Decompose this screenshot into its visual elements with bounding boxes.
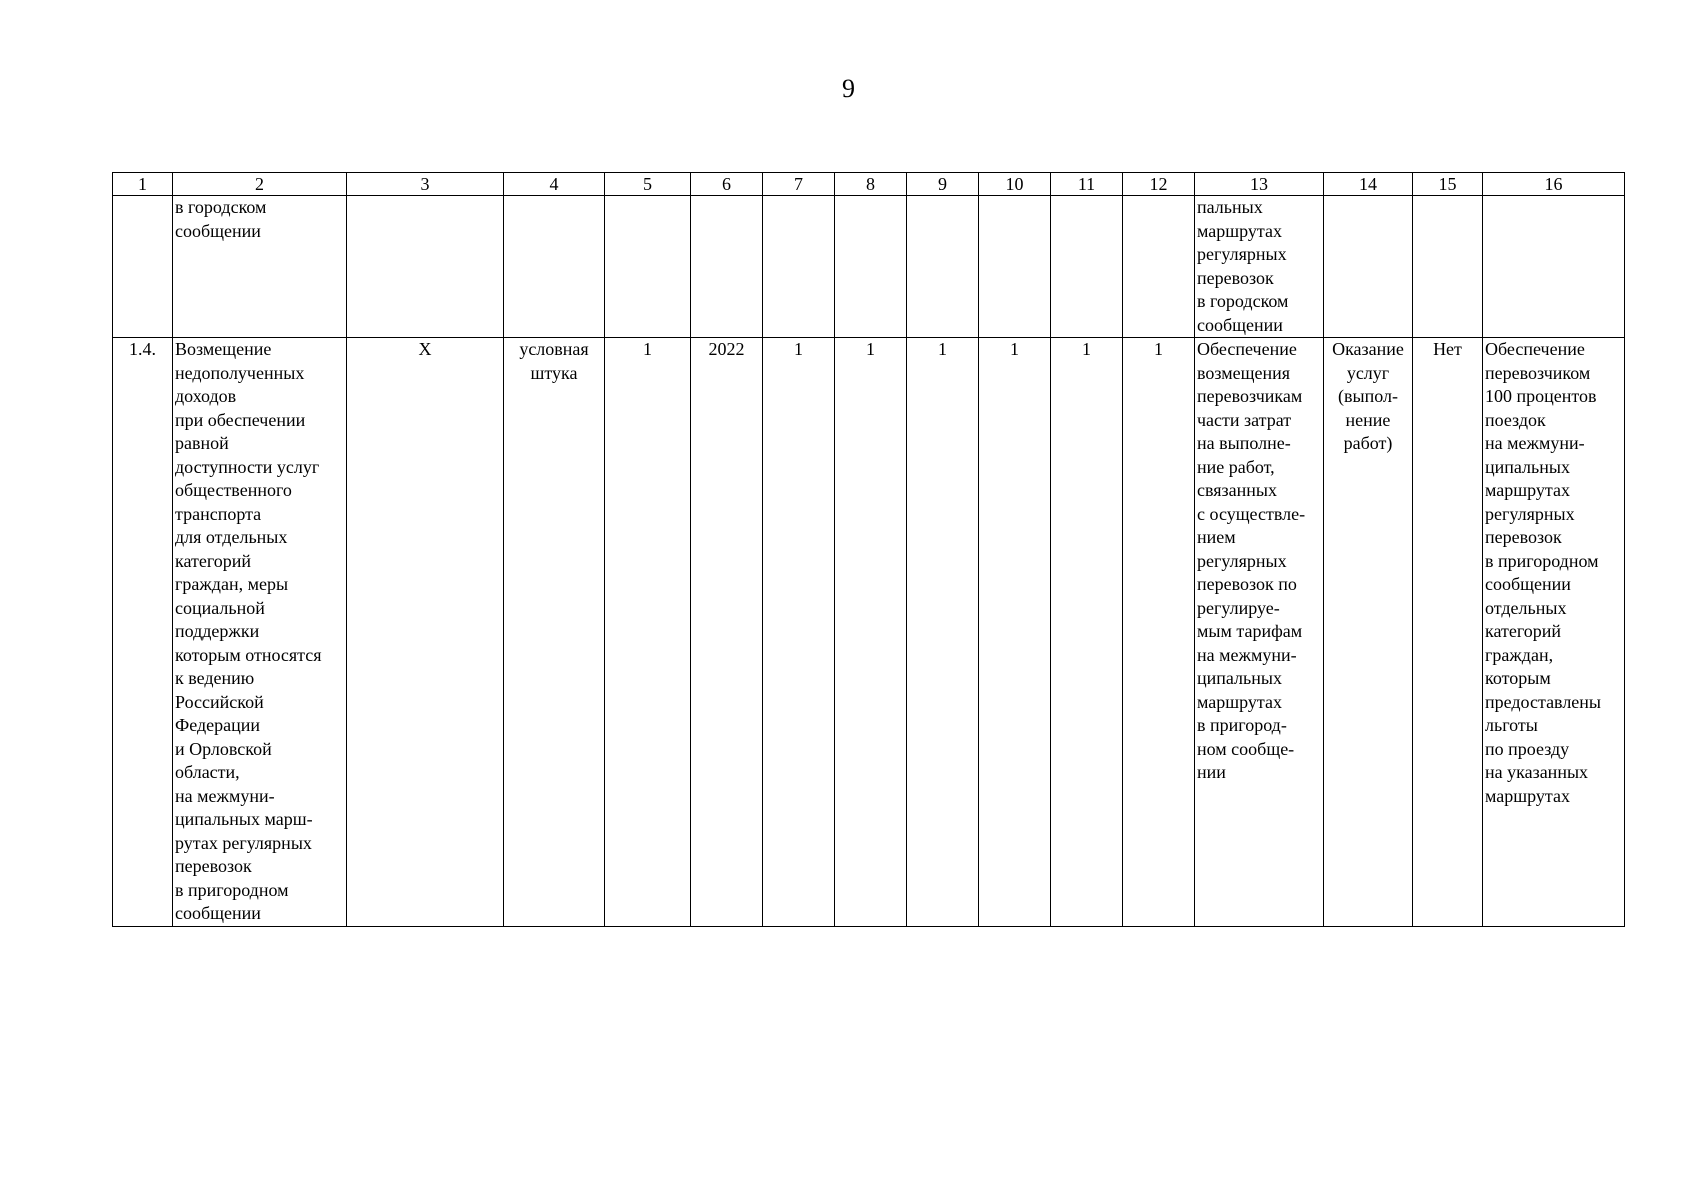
column-number-7: 7 xyxy=(763,173,835,196)
table-cell-col-2 xyxy=(173,196,347,338)
table-cell-col-3 xyxy=(347,338,504,927)
table-cell-col-9 xyxy=(907,338,979,927)
cell-text-line: работ) xyxy=(1343,433,1393,453)
cell-text-line: 1 xyxy=(643,339,652,359)
cell-text-line: льготы xyxy=(1485,715,1538,735)
cell-text-line: 1 xyxy=(938,339,947,359)
cell-text-line: ципальных xyxy=(1197,668,1282,688)
cell-text-line: доступности услуг xyxy=(175,456,320,477)
cell-text-line: нии xyxy=(1197,762,1226,782)
table-cell-col-14 xyxy=(1324,196,1413,338)
cell-text-line: в городском xyxy=(1197,291,1289,311)
table-cell-col-15 xyxy=(1413,196,1483,338)
cell-text-line: нение xyxy=(1345,409,1391,430)
cell-text-line: регулярных xyxy=(1197,244,1287,264)
table-cell-col-15 xyxy=(1413,338,1483,927)
column-number-3: 3 xyxy=(347,173,504,196)
cell-text-line: общественного xyxy=(175,480,292,500)
cell-text-line: сообщении xyxy=(1485,574,1571,594)
column-number-13: 13 xyxy=(1195,173,1324,196)
table-row xyxy=(113,338,1625,927)
cell-text-line: граждан, xyxy=(1485,644,1554,665)
cell-text-line: для отдельных xyxy=(175,527,288,547)
cell-text-line: на межмуни- xyxy=(175,785,275,806)
column-number-15: 15 xyxy=(1413,173,1483,196)
cell-text-line: маршрутах xyxy=(1197,220,1282,241)
cell-text-line: на выполне- xyxy=(1197,433,1291,453)
column-number-9: 9 xyxy=(907,173,979,196)
cell-text-line: 1 xyxy=(794,339,803,359)
table-cell-col-11 xyxy=(1051,196,1123,338)
cell-text-line: на межмуни- xyxy=(1197,644,1297,665)
cell-text-line: услуг xyxy=(1346,362,1390,383)
cell-text-line: мым тарифам xyxy=(1197,621,1303,641)
table-cell-col-10 xyxy=(979,196,1051,338)
column-number-4: 4 xyxy=(504,173,605,196)
cell-text-line: пальных xyxy=(1197,197,1263,217)
cell-text-line: (выпол- xyxy=(1338,386,1398,406)
column-number-1: 1 xyxy=(113,173,173,196)
cell-text-line: поездок xyxy=(1485,409,1546,430)
cell-text-line: ние работ, xyxy=(1197,456,1275,477)
cell-text-line: социальной xyxy=(175,597,265,618)
cell-text-line: перевозок xyxy=(175,856,252,876)
column-number-8: 8 xyxy=(835,173,907,196)
cell-text-line: возмещения xyxy=(1197,362,1291,383)
cell-text-line: доходов xyxy=(175,386,237,406)
table-cell-col-16 xyxy=(1483,196,1625,338)
cell-text-line: Обеспечение xyxy=(1197,339,1297,359)
table-cell-col-6 xyxy=(691,196,763,338)
cell-text-line: нием xyxy=(1197,527,1236,547)
cell-text-line: при обеспечении xyxy=(175,409,306,430)
cell-text-line: сообщении xyxy=(175,220,261,241)
cell-text-line: категорий xyxy=(175,550,252,571)
cell-text-line: перевозчикам xyxy=(1197,386,1303,406)
cell-text-line: Оказание xyxy=(1332,339,1404,359)
cell-text-line: маршрутах xyxy=(1197,691,1282,712)
table-cell-col-13 xyxy=(1195,196,1324,338)
cell-text-line: к ведению xyxy=(175,668,255,688)
cell-text-line: на межмуни- xyxy=(1485,433,1585,453)
cell-text-line: транспорта xyxy=(175,503,262,524)
column-number-6: 6 xyxy=(691,173,763,196)
cell-text-line: 1.4. xyxy=(129,339,156,359)
table-cell-col-12 xyxy=(1123,196,1195,338)
cell-text-line: в пригородном xyxy=(175,879,289,900)
table-cell-col-13 xyxy=(1195,338,1324,927)
cell-text-line: 1 xyxy=(1010,339,1019,359)
column-number-12: 12 xyxy=(1123,173,1195,196)
table-cell-col-7 xyxy=(763,338,835,927)
cell-text-line: Возмещение xyxy=(175,339,272,359)
table-cell-col-4 xyxy=(504,196,605,338)
data-table xyxy=(112,172,1625,927)
column-number-14: 14 xyxy=(1324,173,1413,196)
cell-text-line: Обеспечение xyxy=(1485,339,1585,359)
page-number: 9 xyxy=(842,74,855,103)
cell-text-line: 1 xyxy=(1154,339,1163,359)
table-cell-col-8 xyxy=(835,196,907,338)
cell-text-line: Российской xyxy=(175,691,264,712)
table-cell-col-12 xyxy=(1123,338,1195,927)
cell-text-line: 2022 xyxy=(708,339,745,359)
cell-text-line: которым относятся xyxy=(175,644,322,665)
cell-text-line: Федерации xyxy=(175,715,261,735)
cell-text-line: сообщении xyxy=(175,903,261,923)
cell-text-line: в пригород- xyxy=(1197,715,1287,735)
cell-text-line: граждан, меры xyxy=(175,574,289,594)
cell-text-line: отдельных xyxy=(1485,597,1567,618)
cell-text-line: перевозок xyxy=(1197,267,1274,288)
cell-text-line: которым xyxy=(1485,668,1551,688)
table-cell-col-10 xyxy=(979,338,1051,927)
cell-text-line: 1 xyxy=(1082,339,1091,359)
cell-text-line: перевозок xyxy=(1485,527,1562,547)
table-cell-col-3 xyxy=(347,196,504,338)
cell-text-line: на указанных xyxy=(1485,762,1589,782)
table-cell-col-1 xyxy=(113,338,173,927)
table-header-row xyxy=(113,173,1625,196)
cell-text-line: Нет xyxy=(1433,339,1462,359)
cell-text-line: ципальных xyxy=(1485,456,1570,477)
cell-text-line: регулярных xyxy=(1485,503,1575,524)
cell-text-line: части затрат xyxy=(1197,409,1292,430)
cell-text-line: в городском xyxy=(175,197,267,217)
cell-text-line: маршрутах xyxy=(1485,785,1570,806)
cell-text-line: маршрутах xyxy=(1485,480,1570,500)
cell-text-line: и Орловской xyxy=(175,738,272,759)
table-cell-col-1 xyxy=(113,196,173,338)
cell-text-line: перевозок по xyxy=(1197,574,1297,594)
column-number-2: 2 xyxy=(173,173,347,196)
cell-text-line: категорий xyxy=(1485,621,1562,641)
cell-text-line: условная xyxy=(519,339,589,359)
cell-text-line: Х xyxy=(418,339,432,359)
cell-text-line: по проезду xyxy=(1485,738,1570,759)
cell-text-line: недополученных xyxy=(175,362,305,383)
column-number-5: 5 xyxy=(605,173,691,196)
table-cell-col-2 xyxy=(173,338,347,927)
cell-text-line: ном сообще- xyxy=(1197,738,1295,759)
cell-text-line: сообщении xyxy=(1197,314,1283,335)
column-number-11: 11 xyxy=(1051,173,1123,196)
cell-text-line: с осуществле- xyxy=(1197,503,1306,524)
table-cell-col-9 xyxy=(907,196,979,338)
cell-text-line: 1 xyxy=(866,339,875,359)
cell-text-line: предоставлены xyxy=(1485,691,1602,712)
table-cell-col-5 xyxy=(605,338,691,927)
cell-text-line: в пригородном xyxy=(1485,550,1599,571)
cell-text-line: 100 процентов xyxy=(1485,386,1597,406)
table-cell-col-16 xyxy=(1483,338,1625,927)
cell-text-line: перевозчиком xyxy=(1485,362,1591,383)
cell-text-line: равной xyxy=(175,433,229,453)
cell-text-line: поддержки xyxy=(175,621,260,641)
cell-text-line: регулируе- xyxy=(1197,597,1280,618)
cell-text-line: ципальных марш- xyxy=(175,809,313,829)
table-cell-col-6 xyxy=(691,338,763,927)
table-row xyxy=(113,196,1625,338)
cell-text-line: связанных xyxy=(1197,480,1277,500)
table-cell-col-4 xyxy=(504,338,605,927)
cell-text-line: регулярных xyxy=(1197,550,1287,571)
column-number-10: 10 xyxy=(979,173,1051,196)
cell-text-line: рутах регулярных xyxy=(175,832,312,853)
column-number-16: 16 xyxy=(1483,173,1625,196)
cell-text-line: области, xyxy=(175,762,240,782)
table-cell-col-8 xyxy=(835,338,907,927)
table-cell-col-5 xyxy=(605,196,691,338)
cell-text-line: штука xyxy=(530,362,578,383)
table-cell-col-14 xyxy=(1324,338,1413,927)
table-cell-col-7 xyxy=(763,196,835,338)
table-cell-col-11 xyxy=(1051,338,1123,927)
